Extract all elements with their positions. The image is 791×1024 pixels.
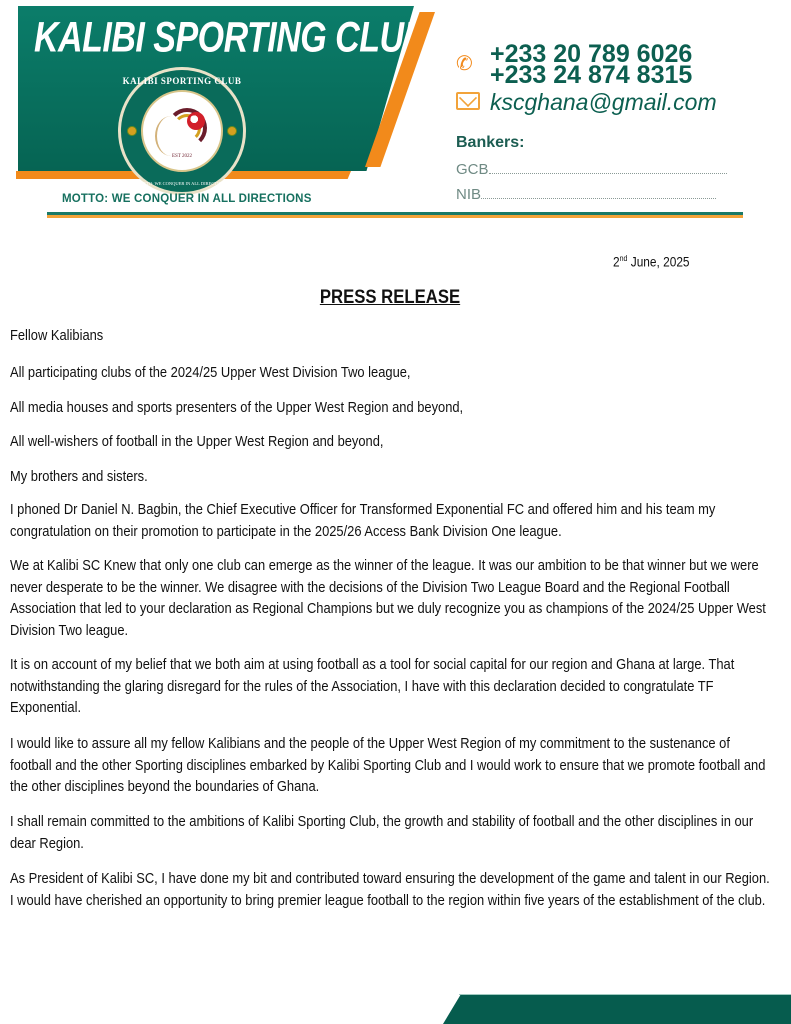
date-suffix: nd	[619, 254, 628, 263]
bank-dots	[481, 186, 716, 199]
bank-dots	[489, 161, 727, 174]
paragraph: I would like to assure all my fellow Kalibians and the people of the Upper West Region of my commitment to the sustenance of football and the other Sporting disciplines embarked by Kalibi Sporting Club and I would work to ensure that we promote football and the other disciplines beyond the boundaries of Ghana.	[10, 736, 766, 795]
paragraph: As President of Kalibi SC, I have done my bit and contributed toward ensuring the development of the game and talent in our Region. I would have cherished an opportunity to bring premier league football to the region within five years of the establishment of the club.	[10, 871, 770, 909]
paragraph: We at Kalibi SC Knew that only one club can emerge as the winner of the league. It was our ambition to be that winner but we were never desperate to be the winner. We disagree with the decisions of the Division Two League Board and the Regional Football Association that led to your declaration as Regional Champions but we duly recognize you as champions of the 2024/25 Upper West Division Two league.	[10, 558, 766, 639]
bank-name: GCB	[456, 161, 489, 178]
club-name: KALIBI SPORTING CLUB	[34, 14, 428, 62]
football-icon	[227, 126, 237, 136]
salutation: Fellow Kalibians	[10, 328, 104, 344]
bank-line-gcb	[456, 161, 727, 178]
date	[613, 254, 690, 270]
bank-line-nib	[456, 186, 716, 203]
phone-icon: ✆	[456, 53, 473, 75]
salutation: All participating clubs of the 2024/25 Upper West Division Two league,	[10, 365, 411, 381]
salutation: My brothers and sisters.	[10, 469, 148, 485]
email-address[interactable]: kscghana@gmail.com	[490, 89, 717, 115]
paragraph: I phoned Dr Daniel N. Bagbin, the Chief Executive Officer for Transformed Exponential FC and offered him and his team my congratulation on their promotion to participate in the 2025/26 Access Bank Division One league.	[10, 502, 716, 540]
paragraph: It is on account of my belief that we both aim at using football as a tool for social capital for our region and Ghana at large. That notwithstanding the glaring disregard for the rules of the Association, I have with this declaration decided to congratulate TF Exponential.	[10, 657, 735, 716]
bow-icon	[155, 116, 187, 156]
logo-established: EST 2022	[171, 154, 193, 159]
football-icon	[127, 126, 137, 136]
motto: MOTTO: WE CONQUER IN ALL DIRECTIONS	[62, 193, 312, 205]
bankers-label: Bankers:	[456, 134, 525, 151]
letterhead	[0, 0, 791, 230]
logo-ring-text-top: KALIBI SPORTING CLUB	[122, 76, 242, 86]
phone-number-2[interactable]: +233 24 874 8315	[490, 61, 693, 89]
date-day: 2	[613, 254, 620, 270]
footer-green-band	[443, 995, 791, 1024]
logo-ring-text-bottom: MOTTO: WE CONQUER IN ALL DIRECTIONS	[136, 181, 228, 186]
page-title: PRESS RELEASE	[319, 287, 461, 308]
date-rest: June, 2025	[627, 254, 690, 270]
flaming-ball-icon	[187, 112, 205, 130]
envelope-icon	[456, 92, 480, 110]
phone-number-1[interactable]: +233 20 789 6026	[490, 40, 693, 68]
logo-emblem	[141, 90, 223, 172]
footer-highlight	[459, 994, 791, 995]
paragraph: I shall remain committed to the ambitions of Kalibi Sporting Club, the growth and stability of football and the other disciplines in our dear Region.	[10, 814, 754, 852]
salutation: All well-wishers of football in the Upper West Region and beyond,	[10, 434, 384, 450]
club-logo	[118, 67, 246, 195]
salutation: All media houses and sports presenters of the Upper West Region and beyond,	[10, 400, 464, 416]
divider-orange	[47, 215, 743, 218]
bank-name: NIB	[456, 186, 482, 203]
